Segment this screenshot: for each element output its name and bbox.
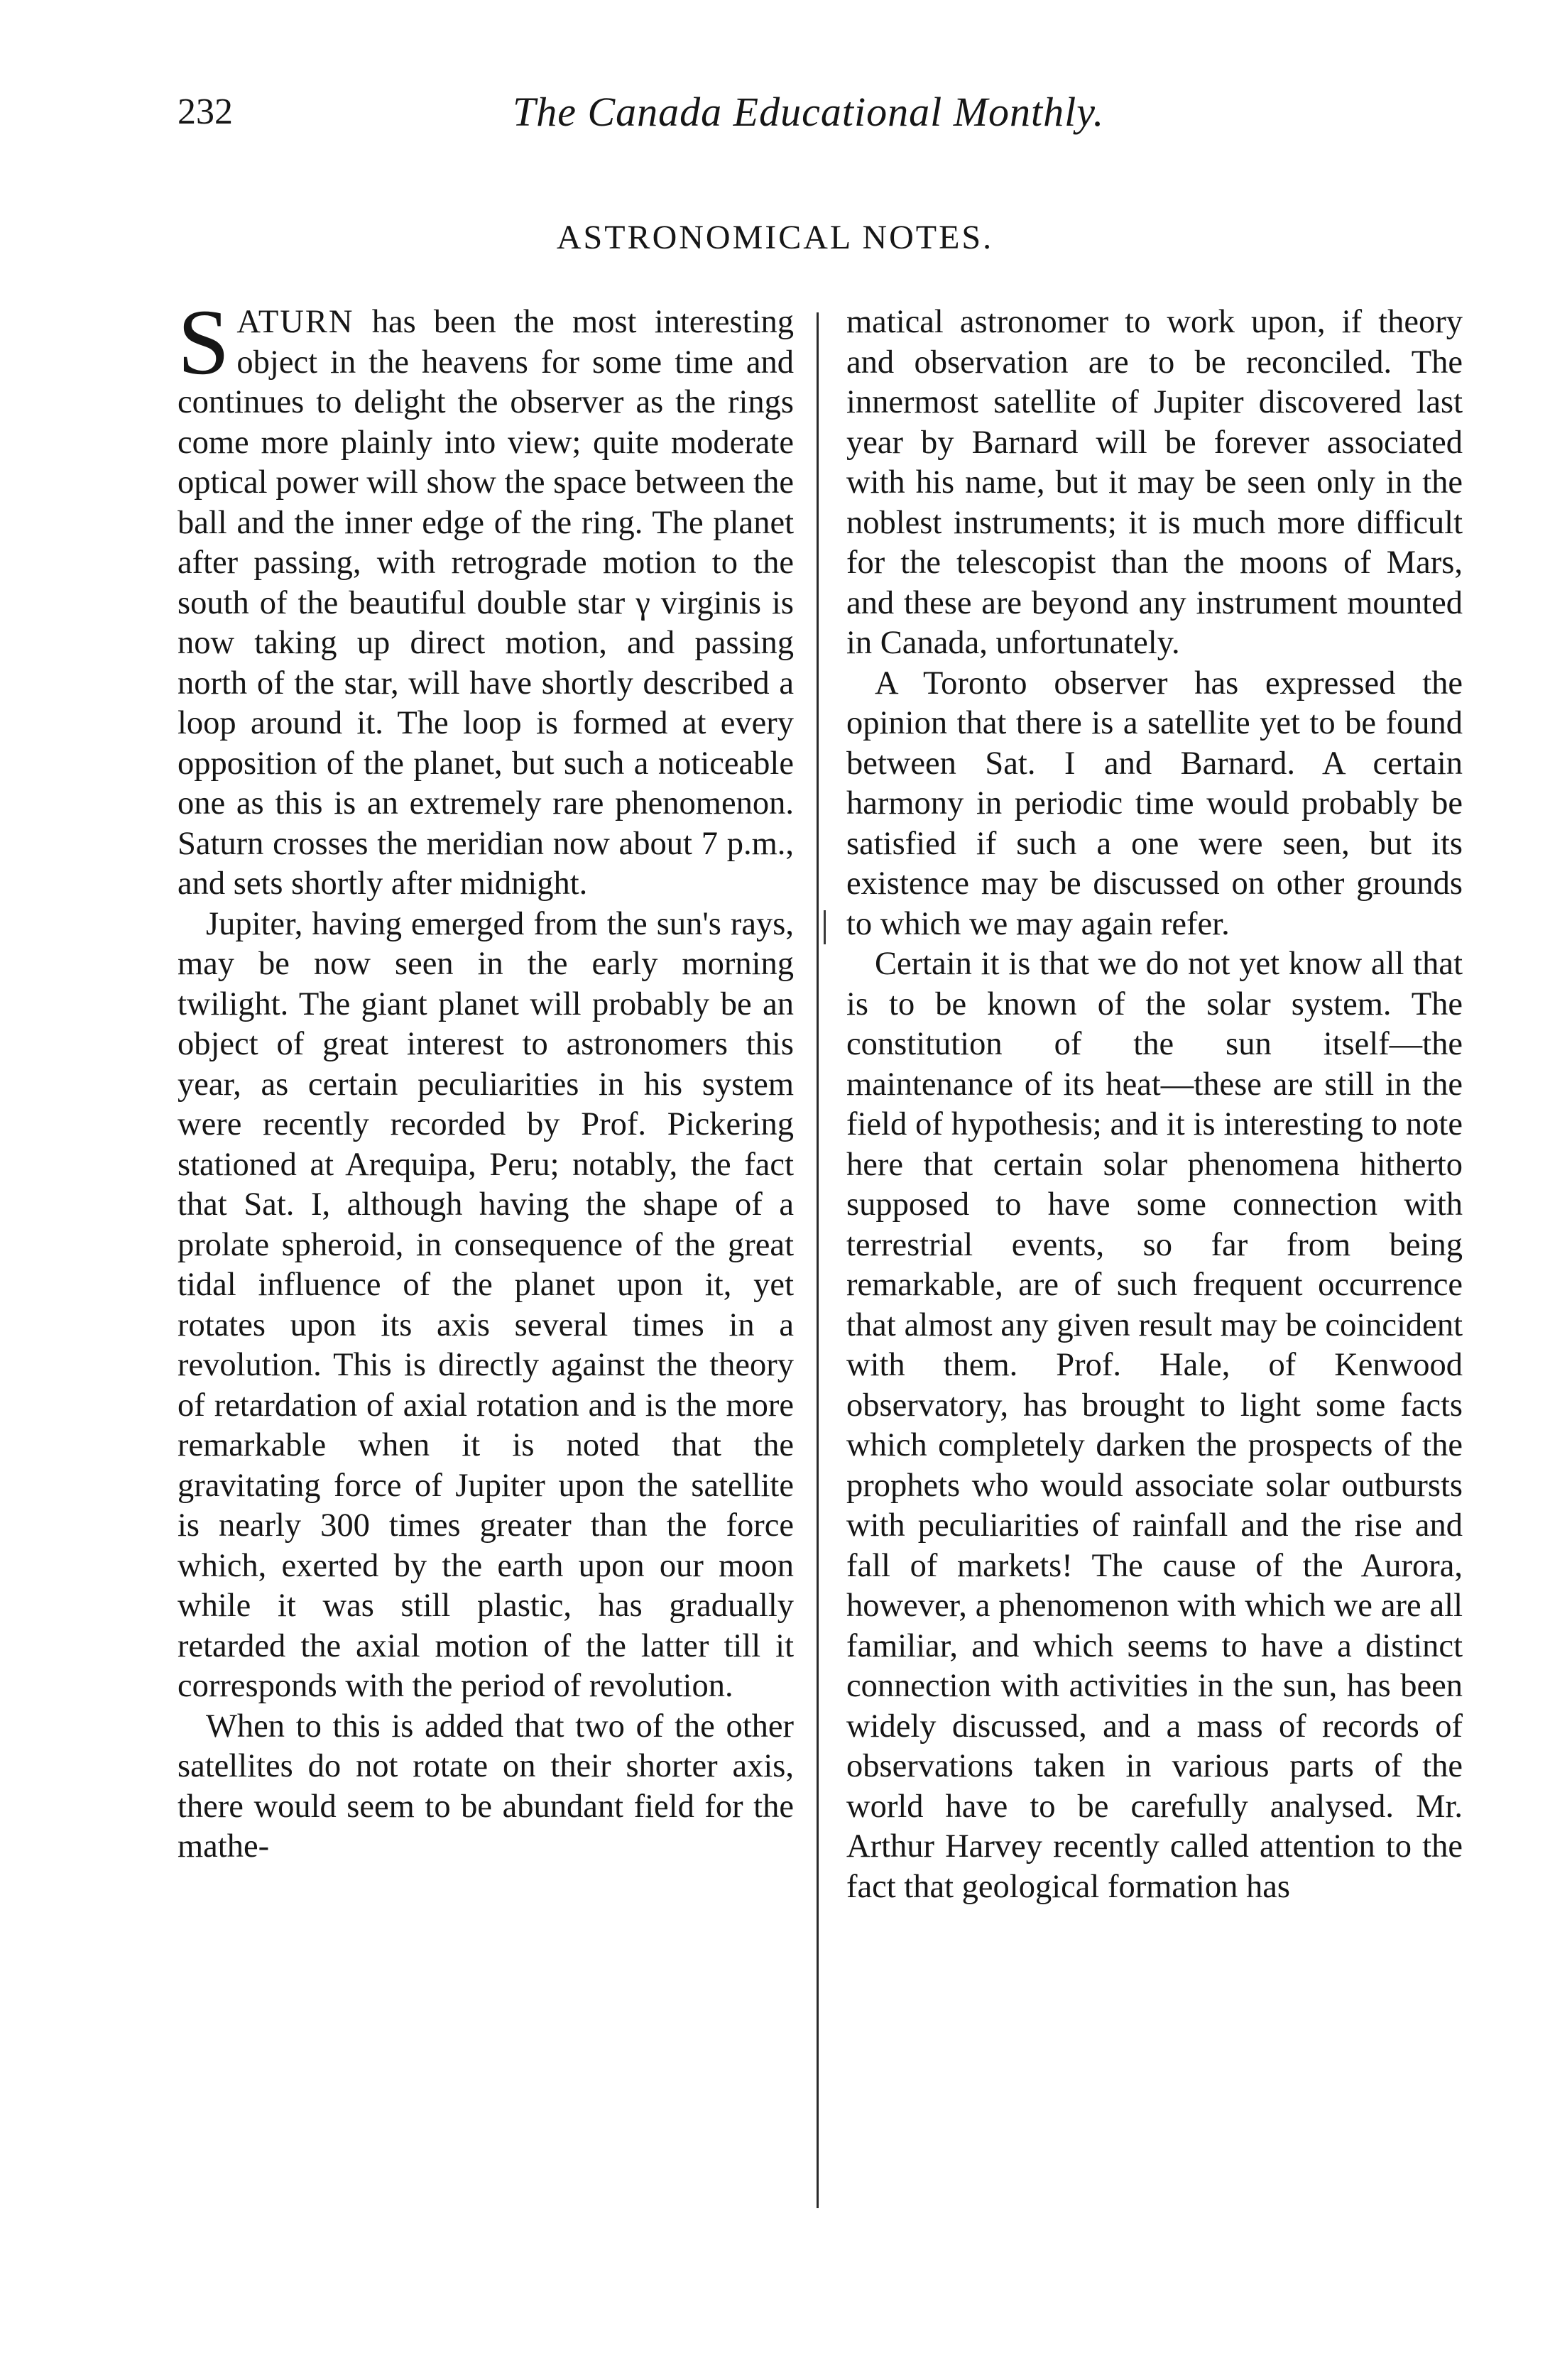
left-column (178, 290, 794, 1867)
column-divider (817, 312, 819, 2208)
paragraph-toronto-observer: A Toronto observer has expressed the opinion that there is a satellite yet to be found between Sat. I and Barnard. A certain harmony in periodic time would probably be satisfied if such a one were seen, but its existence may be discussed on other grounds to which we may again refer. (846, 665, 1463, 942)
paragraph-saturn-text: has been the most interesting object in the heavens for some time and continues to delight the observer as the rings come more plainly into view; quite moderate optical power will show the space between the ball and the inner edge of the ring. The planet after passing, with retrograde motion to the south of the beautiful double star γ virginis is now taking up direct motion, and passing north of the star, will have shortly described a loop around it. The loop is formed at every opposition of the planet, but such a noticeable one as this is an extremely rare phenomenon. Saturn crosses the meridian now about 7 p.m., and sets shortly after midnight. (178, 304, 794, 902)
paragraph-saturn (178, 290, 794, 905)
paragraph-jupiter: Jupiter, having emerged from the sun's rays, may be now seen in the early morning twilight. The giant planet will probably be an object of great interest to astronomers this year, as certain peculiarities in his system were recently recorded by Prof. Pickering stationed at Arequipa, Peru; notably, the fact that Sat. I, although having the shape of a prolate spheroid, in consequence of the great tidal influence of the planet upon it, yet rotates upon its axis several times in a revolution. This is directly against the theory of retardation of axial rotation and is the more remarkable when it is noted that the gravitating force of Jupiter upon the satellite is nearly 300 times greater than the force which, exerted by the earth upon our moon while it was still plastic, has gradually retarded the axial motion of the latter till it corresponds with the period of revolution. (178, 905, 794, 1704)
paragraph-continued: matical astronomer to work upon, if theory and observation are to be reconciled. The innermost satellite of Jupiter discovered last year by Barnard will be forever associated with his name, but it may be seen only in the noblest instruments; it is much more difficult for the telescopist than the moons of Mars, and these are beyond any instrument mounted in Canada, unfortunately. (846, 304, 1463, 661)
drop-cap: S (178, 290, 230, 394)
paragraph-solar-system: Certain it is that we do not yet know all that is to be known of the solar system. The constitution of the sun itself—the maintenance of its heat—these are still in the field of hypothesis; and it is interesting to note here that certain solar phenomena hitherto supposed to have some connection with terrestrial events, so far from being remarkable, are of such frequent occurrence that almost any given result may be coincident with them. Prof. Hale, of Kenwood observatory, has brought to light some facts which completely darken the prospects of the prophets who would associate solar outbursts with peculiarities of rainfall and the rise and fall of markets! The cause of the Aurora, however, a phenomenon with which we are all familiar, and which seems to have a distinct connection with activities in the sun, has been widely discussed, and a mass of records of observations taken in various parts of the world have to be carefully analysed. Mr. Arthur Harvey recently called attention to the fact that geological formation has (846, 946, 1463, 1905)
gutter-mark (824, 910, 826, 944)
opening-word: ATURN (236, 304, 354, 340)
right-column (846, 302, 1463, 1907)
running-head (0, 84, 1550, 141)
article-title: ASTRONOMICAL NOTES. (556, 219, 994, 256)
paragraph-satellites: When to this is added that two of the other satellites do not rotate on their shorter axis, there would seem to be abundant field for the mathe- (178, 1708, 794, 1865)
journal-title: The Canada Educational Monthly. (513, 89, 1105, 135)
page-number: 232 (178, 92, 233, 132)
